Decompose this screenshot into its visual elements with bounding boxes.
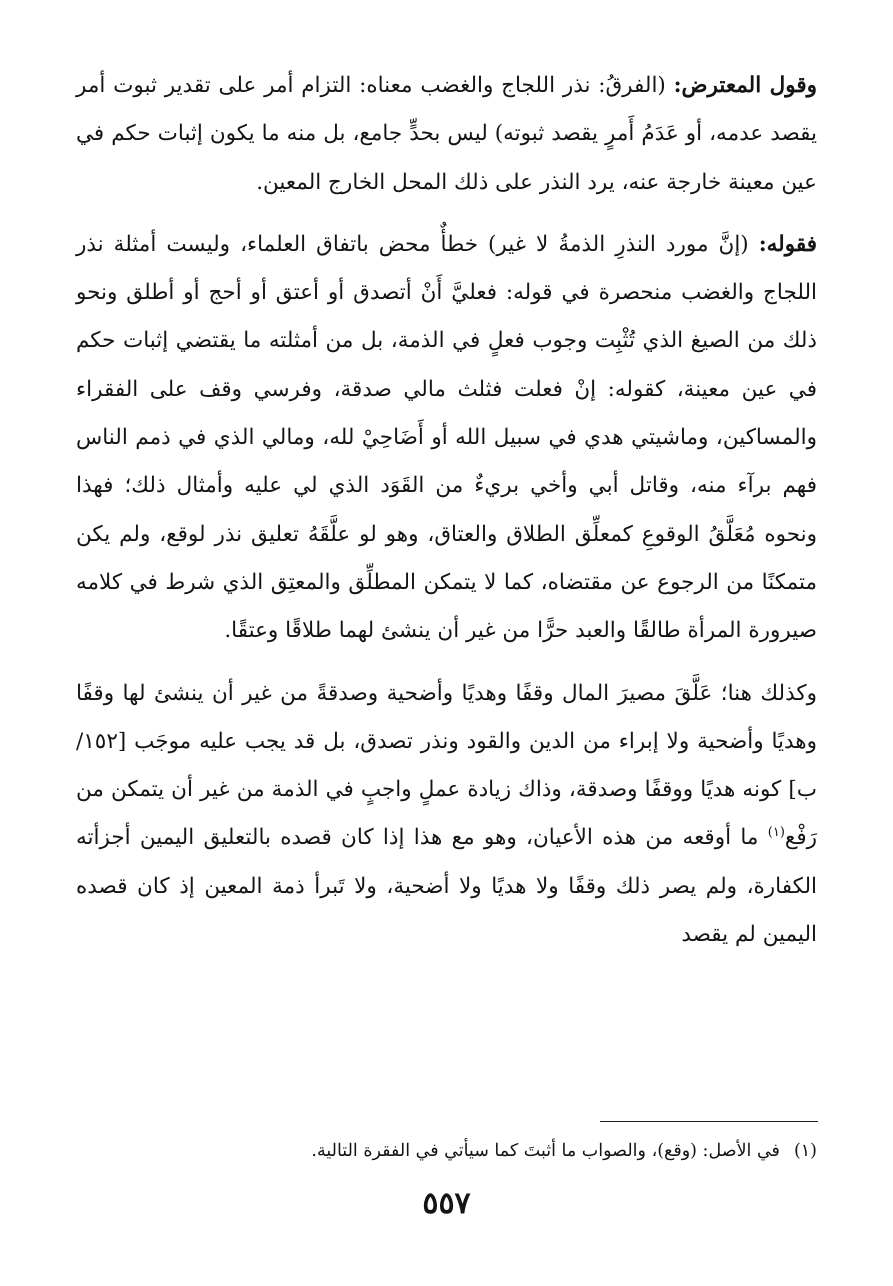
main-text-body bbox=[76, 62, 817, 973]
page-number: ٥٥٧ bbox=[422, 1186, 471, 1221]
paragraph-1 bbox=[76, 62, 817, 207]
footnote bbox=[76, 1134, 817, 1168]
paragraph-3 bbox=[76, 670, 817, 960]
paragraph-2-lead: فقوله: bbox=[758, 231, 817, 257]
paragraph-2 bbox=[76, 221, 817, 656]
paragraph-1-text: (الفرقُ: نذر اللجاج والغضب معناه: التزام أمر على تقدير ثبوت أمر يقصد عدمه، أو عَدَمُ أَمرٍ يقصد ثبوته) ليس بحدٍّ جامع، بل منه ما يكون إثبات حكم في عين معينة خارجة عنه، يرد النذر على ذلك المحل الخارج المعين. bbox=[76, 73, 817, 195]
paragraph-3-text-before-ref: وكذلك هنا؛ عَلَّقَ مصيرَ المال وقفًا وهديًا وأضحية وصدقةً من غير أن ينشئ لها وقفًا وهديًا وأضحية ولا إبراء من الدين والقود ونذر تصدق، بل قد يجب عليه موجَب [١٥٢/ ب] كونه هديًا ووقفًا وصدقة، وذاك زيادة عملٍ واجبٍ في الذمة من غير أن يتمكن من رَفْع bbox=[76, 680, 817, 851]
paragraph-2-text: (إنَّ مورد النذرِ الذمةُ لا غير) خطأٌ محض باتفاق العلماء، وليست أمثلة نذر اللجاج والغضب منحصرة في قوله: فعليَّ أَنْ أتصدق أو أعتق أو أحج أو أطلق ونحو ذلك من الصيغ الذي تُثْبِت وجوب فعلٍ في الذمة، بل من أمثلته ما يقتضي إثبات حكم في عين معينة، كقوله: إنْ فعلت فثلث مالي صدقة، وفرسي وقف على الفقراء والمساكين، وماشيتي هدي في سبيل الله أو أَضَاحِيْ لله، ومالي الذي في ذمم الناس فهم برآء منه، وقاتل أبي وأخي بريءٌ من القَوَد الذي لي عليه وأمثال ذلك؛ فهذا ونحوه مُعَلَّقُ الوقوعِ كمعلِّق الطلاق والعتاق، وهو لو علَّقَهُ تعليق نذر لوقع، ولم يكن متمكنًا من الرجوع عن مقتضاه، كما لا يتمكن المطلِّق والمعتِق الذي شرط في كلامه صيرورة المرأة طالقًا والعبد حرًّا من غير أن ينشئ لهما طلاقًا وعتقًا. bbox=[76, 231, 817, 644]
paragraph-1-lead: وقول المعترض: bbox=[673, 73, 817, 98]
footnote-number: (١) bbox=[793, 1141, 817, 1161]
footnote-reference-marker[interactable]: (١) bbox=[767, 825, 785, 841]
footnote-text: في الأصل: (وقع)، والصواب ما أثبتَ كما سيأتي في الفقرة التالية. bbox=[311, 1141, 780, 1161]
paragraph-3-text-after-ref: ما أوقعه من هذه الأعيان، وهو مع هذا إذا كان قصده بالتعليق اليمين أجزأته الكفارة، ولم يصر ذلك وقفًا ولا هديًا ولا أضحية، ولا تَبرأ ذمة المعين إذ كان قصده اليمين لم يقصد bbox=[76, 825, 817, 948]
footnote-divider bbox=[600, 1121, 818, 1122]
